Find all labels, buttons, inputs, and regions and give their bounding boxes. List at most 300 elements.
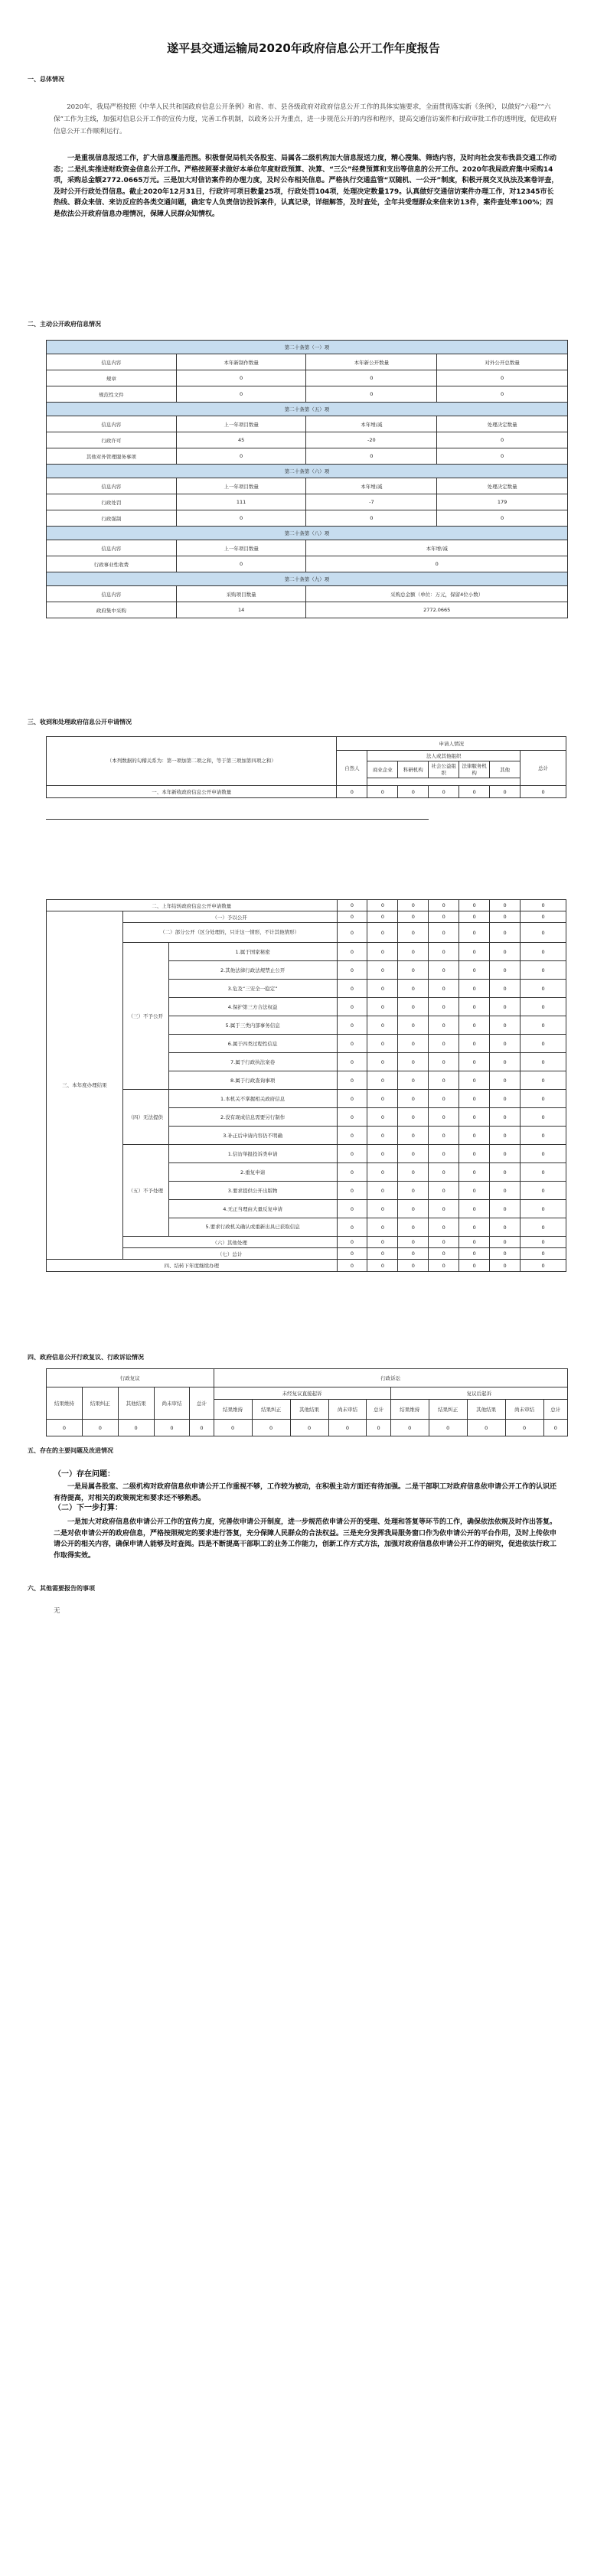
table-cell: 0 <box>521 980 566 998</box>
row-label: 5.要求行政机关确认或重新出具已获取信息 <box>168 1218 337 1237</box>
section-5-heading: 五、存在的主要问题及改进情况 <box>28 1447 113 1454</box>
table-row <box>47 1145 566 1163</box>
table-cell: 总计 <box>543 1400 567 1420</box>
table-cell: 0 <box>521 1145 566 1163</box>
table-row <box>47 527 568 540</box>
table-cell: 0 <box>459 1260 490 1272</box>
table-cell: 行政强制 <box>47 510 177 527</box>
table-cell: 本年新公开数量 <box>306 354 437 370</box>
table-cell: -7 <box>306 494 437 510</box>
row-label: （五）不予处理 <box>122 1145 168 1237</box>
table-cell: 规范性文件 <box>47 386 177 403</box>
table-row <box>47 923 566 943</box>
table-cell: 0 <box>429 1182 459 1200</box>
table-row <box>47 403 568 416</box>
table-cell: 本年增/减 <box>306 478 437 494</box>
table-cell: 0 <box>337 943 367 961</box>
table-cell: 0 <box>505 1420 543 1436</box>
table-cell: 0 <box>521 1163 566 1182</box>
table-cell: 0 <box>337 1127 367 1145</box>
table-cell: 0 <box>459 980 490 998</box>
table-cell: 0 <box>337 1218 367 1237</box>
table-cell: 0 <box>490 1248 521 1260</box>
table-cell: 0 <box>398 1218 429 1237</box>
table-cell: 0 <box>398 786 429 798</box>
table-cell: 结果维持 <box>390 1400 429 1420</box>
table-cell: 0 <box>459 998 490 1016</box>
table-cell: 0 <box>429 1237 459 1248</box>
table-cell: 0 <box>337 786 367 798</box>
table-cell: 0 <box>82 1420 118 1436</box>
row-label: 4.保护第三方合法权益 <box>168 998 337 1016</box>
table-cell: 0 <box>337 980 367 998</box>
table-cell: 0 <box>176 386 306 403</box>
table-cell: 0 <box>176 556 306 572</box>
table-cell: 0 <box>47 1420 83 1436</box>
table-cell: 信息内容 <box>47 586 177 602</box>
table-cell: 尚未审结 <box>328 1400 367 1420</box>
table-row <box>47 432 568 448</box>
table-cell: 0 <box>437 432 568 448</box>
table-cell: 0 <box>543 1420 567 1436</box>
table-row <box>47 737 566 751</box>
table-cell: 0 <box>398 1090 429 1108</box>
table-cell: 0 <box>490 1071 521 1090</box>
row-label: 8.属于行政查询事项 <box>168 1071 337 1090</box>
table-row <box>47 341 568 354</box>
table-row <box>47 1387 568 1400</box>
table-cell: 0 <box>367 1182 398 1200</box>
table-cell: 信息内容 <box>47 354 177 370</box>
table-cell: 0 <box>337 1200 367 1218</box>
table-cell: 0 <box>429 961 459 980</box>
table-row <box>47 556 568 572</box>
table-cell: 0 <box>521 1248 566 1260</box>
table-corner-note: （本列数据的勾稽关系为：第一项加第二项之和，等于第三项加第四项之和） <box>47 737 337 786</box>
table-cell: 行政诉讼 <box>214 1369 567 1387</box>
table-cell: 0 <box>437 510 568 527</box>
table-cell: 0 <box>429 1108 459 1127</box>
table-cell: 其他对外管理服务事项 <box>47 448 177 465</box>
table-cell: 0 <box>459 1218 490 1237</box>
table-cell: 0 <box>490 1237 521 1248</box>
table-cell: 0 <box>521 1260 566 1272</box>
table-cell: 第二十条第（八）项 <box>47 527 568 540</box>
table-row <box>47 586 568 602</box>
table-row <box>47 1248 566 1260</box>
section-2-heading: 二、主动公开政府信息情况 <box>28 321 101 328</box>
table-cell: 0 <box>490 1108 521 1127</box>
row-label: 3.危及“三安全一稳定” <box>168 980 337 998</box>
table-cell: 0 <box>367 1163 398 1182</box>
table-cell: 0 <box>490 1090 521 1108</box>
table-cell: 0 <box>328 1420 367 1436</box>
table-cell: 0 <box>367 1200 398 1218</box>
table-cell: 总计 <box>367 1400 390 1420</box>
row-label: 4.无正当理由大量反复申请 <box>168 1200 337 1218</box>
table-cell: 第二十条第（六）项 <box>47 465 568 478</box>
table-cell: 0 <box>521 1053 566 1071</box>
divider <box>46 819 429 820</box>
review-litigation-table <box>46 1368 568 1436</box>
table-cell: 0 <box>337 1090 367 1108</box>
table-cell: 0 <box>306 386 437 403</box>
table-cell: 0 <box>429 1071 459 1090</box>
table-cell: 0 <box>459 1035 490 1053</box>
table-row <box>47 1260 566 1272</box>
proactive-disclosure-table <box>46 340 568 618</box>
table-cell: 0 <box>459 1016 490 1035</box>
table-cell: 0 <box>337 900 367 911</box>
table-cell: 0 <box>398 1248 429 1260</box>
table-cell: 0 <box>459 786 490 798</box>
table-cell: 0 <box>176 370 306 386</box>
table-cell: 其他结果 <box>118 1387 154 1420</box>
table-cell: 0 <box>429 1035 459 1053</box>
table-row <box>47 478 568 494</box>
table-cell: 0 <box>337 961 367 980</box>
table-cell: 0 <box>367 923 398 943</box>
row-label: 2.其他法律行政法规禁止公开 <box>168 961 337 980</box>
table-cell: 0 <box>429 980 459 998</box>
table-cell: 0 <box>398 1200 429 1218</box>
table-cell: 本年新制作数量 <box>176 354 306 370</box>
table-cell: 0 <box>490 961 521 980</box>
table-cell: 0 <box>429 1127 459 1145</box>
table-row <box>47 786 566 798</box>
row-label: 二、上年结转政府信息公开申请数量 <box>47 900 338 911</box>
row-label: 2.重复申请 <box>168 1163 337 1182</box>
table-cell: 0 <box>429 1420 467 1436</box>
table-cell: 0 <box>306 370 437 386</box>
table-cell: 第二十条第（一）项 <box>47 341 568 354</box>
table-cell: 第二十条第（五）项 <box>47 403 568 416</box>
row-label: （六）其他处理 <box>122 1237 337 1248</box>
table-cell: 0 <box>337 1071 367 1090</box>
table-row <box>47 448 568 465</box>
table-cell: 0 <box>429 943 459 961</box>
table-cell: 0 <box>521 1182 566 1200</box>
plans-paragraph: 一是加大对政府信息依申请公开工作的宣传力度，完善依申请公开制度，进一步规范依申请公开的受理、处理和答复等环节的工作，确保依法依规及时作出答复。二是对依申请公开的政府信息，严格按照规定的要求进行答复，充分保障人民群众的合法权益。三是充分发挥我局服务窗口作为依申请公开的平台作用，及时上传依申请公开的相关内容，确保申请人能够及时查阅。四是不断提高干部职工的业务工作能力，创新工作方式方法，加强对政府信息依申请公开工作的研究，促进依法行政工作取得实效。 <box>54 1518 557 1560</box>
table-row <box>47 1420 568 1436</box>
table-cell: 一、本年新收政府信息公开申请数量 <box>47 786 337 798</box>
table-row <box>47 1237 566 1248</box>
table-cell: 0 <box>398 961 429 980</box>
row-label: 四、结转下年度继续办理 <box>47 1260 338 1272</box>
other-matters-text: 无 <box>54 1607 60 1615</box>
table-cell: 0 <box>290 1420 328 1436</box>
application-table-results <box>46 899 566 1272</box>
table-cell: 法律服务机构 <box>459 761 490 778</box>
row-label: 6.属于四类过程性信息 <box>168 1035 337 1053</box>
application-table-header <box>46 736 566 798</box>
section-1-paragraph-2: 一是重视信息报送工作，扩大信息覆盖范围。积极督促局机关各股室、局属各二级机构加大信息报送力度，精心搜集、筛选内容，及时向社会发布我县交通工作动态；二是扎实推进财政资金信息公开工作。严格按照要求做好本单位年度财政预算、决算、“三公”经费预算和支出等信息的公开工作。2020年我局政府集中采购14项，采购总金额2772.0665万元。三是加大对信访案件的办理力度，及时公布相关信息。严格执行交通监管“双随机、一公开”制度，积极开展交叉执法及案卷评查，及时公开行政处罚信息。截止2020年12月31日，行政许可项目数量25项，行政处罚104项，处理决定数量179。认真做好交通信访案件办理工作，对12345市长热线、群众来信、来访反应的各类交通问题，确定专人负责信访投诉案件，认真记录，详细解答，及时查处，全年共受理群众来信来访13件，案件查处率100%；四是依法公开政府信息办理情况，保障人民群众知情权。 <box>54 155 559 218</box>
table-cell: 0 <box>337 1260 367 1272</box>
table-row <box>47 354 568 370</box>
table-cell: 0 <box>367 980 398 998</box>
table-cell: 0 <box>429 923 459 943</box>
table-cell: 0 <box>429 1163 459 1182</box>
table-cell: 0 <box>459 1182 490 1200</box>
table-cell: 科研机构 <box>398 761 429 778</box>
table-cell: 0 <box>367 961 398 980</box>
table-cell: 本年增/减 <box>306 540 568 556</box>
table-cell: 0 <box>398 923 429 943</box>
table-cell: 0 <box>367 1260 398 1272</box>
table-cell: 0 <box>490 1127 521 1145</box>
row-label: 1.属于国家秘密 <box>168 943 337 961</box>
table-cell: 0 <box>176 510 306 527</box>
table-cell: 0 <box>429 1053 459 1071</box>
table-cell: 0 <box>367 1420 390 1436</box>
table-cell: 0 <box>367 1145 398 1163</box>
table-cell: 处理决定数量 <box>437 478 568 494</box>
table-cell: 0 <box>490 980 521 998</box>
table-cell: 复议后起诉 <box>390 1387 567 1400</box>
table-cell: 0 <box>398 900 429 911</box>
table-cell: 0 <box>459 1053 490 1071</box>
table-row <box>47 465 568 478</box>
table-cell: 0 <box>429 1248 459 1260</box>
table-cell: 0 <box>429 1090 459 1108</box>
table-cell: 0 <box>118 1420 154 1436</box>
table-cell: 0 <box>398 1035 429 1053</box>
table-cell: 0 <box>459 1237 490 1248</box>
row-label: （一）予以公开 <box>122 911 337 923</box>
table-cell: 0 <box>521 1090 566 1108</box>
table-cell: 总计 <box>190 1387 214 1420</box>
table-cell: 0 <box>459 1108 490 1127</box>
row-label: 3.补正后申请内容仍不明确 <box>168 1127 337 1145</box>
table-cell: 111 <box>176 494 306 510</box>
table-cell: 0 <box>429 911 459 923</box>
table-cell: 0 <box>459 1090 490 1108</box>
row-label: （二）部分公开（区分处理的，只计这一情形，不计其他情形） <box>122 923 337 943</box>
table-cell: 0 <box>398 980 429 998</box>
row-label: （七）总计 <box>122 1248 337 1260</box>
table-cell: 行政处罚 <box>47 494 177 510</box>
table-cell: 尚未审结 <box>505 1400 543 1420</box>
table-cell: 0 <box>521 1237 566 1248</box>
table-cell: 0 <box>490 1145 521 1163</box>
row-label: （四）无法提供 <box>122 1090 168 1145</box>
table-cell: 上一年项目数量 <box>176 540 306 556</box>
table-cell: 0 <box>367 998 398 1016</box>
table-cell: 0 <box>521 1035 566 1053</box>
table-row <box>47 602 568 618</box>
table-row <box>47 572 568 586</box>
table-cell: 0 <box>429 1260 459 1272</box>
table-cell: 0 <box>490 1218 521 1237</box>
table-cell: 采购总金额（单位：万元，保留4位小数） <box>306 586 568 602</box>
table-cell: 自然人 <box>337 751 367 786</box>
table-cell: 0 <box>459 1071 490 1090</box>
table-cell: 0 <box>490 786 521 798</box>
table-cell: 0 <box>521 1108 566 1127</box>
table-cell: 0 <box>367 1071 398 1090</box>
table-cell: 0 <box>521 786 566 798</box>
table-cell: 0 <box>398 1145 429 1163</box>
table-cell: 结果维持 <box>47 1387 83 1420</box>
table-cell: 0 <box>337 1248 367 1260</box>
table-cell: 0 <box>367 943 398 961</box>
table-cell: 0 <box>521 943 566 961</box>
table-cell: 采购项目数量 <box>176 586 306 602</box>
table-cell: 0 <box>459 1145 490 1163</box>
table-cell: 信息内容 <box>47 540 177 556</box>
table-cell: 0 <box>459 961 490 980</box>
row-label: 2.没有现成信息需要另行制作 <box>168 1108 337 1127</box>
table-cell: 0 <box>521 923 566 943</box>
row-label: 1.本机关不掌握相关政府信息 <box>168 1090 337 1108</box>
table-cell: 结果纠正 <box>82 1387 118 1420</box>
table-cell: 0 <box>367 1108 398 1127</box>
table-cell: 0 <box>367 1090 398 1108</box>
table-row <box>47 911 566 923</box>
table-row <box>47 510 568 527</box>
table-cell: 0 <box>459 1163 490 1182</box>
table-cell: 信息内容 <box>47 416 177 432</box>
table-cell: 0 <box>490 900 521 911</box>
table-cell: 0 <box>306 448 437 465</box>
table-cell: 上一年项目数量 <box>176 416 306 432</box>
section-1-paragraph-1: 2020年，我局严格按照《中华人民共和国政府信息公开条例》和省、市、县各级政府对政府信息公开工作的具体实施要求，全面贯彻落实新《条例》，以做好“六稳”“六保”工作为主线，加强对信息公开工作的宣传力度，完善工作机制，以政务公开为重点，进一步规范公开的内容和程序，提高交通信访案件和行政审批工作的透明度，促进政府信息公开工作顺利运行。 <box>54 103 557 135</box>
section-1-heading: 一、总体情况 <box>28 76 64 83</box>
table-cell: 本年增/减 <box>306 416 437 432</box>
table-cell: 0 <box>437 370 568 386</box>
table-cell: 0 <box>521 900 566 911</box>
problems-paragraph: 一是局属各股室、二级机构对政府信息依申请公开工作重视不够，工作较为被动，在积极主动方面还有待加强。二是干部职工对政府信息依申请公开工作的认识还有待提高，对相关的政策规定和要求还不够熟悉。 <box>54 1483 557 1502</box>
table-cell: 0 <box>429 1016 459 1035</box>
plans-heading: （二）下一步打算： <box>54 1504 122 1512</box>
table-cell: 0 <box>459 911 490 923</box>
table-cell: 0 <box>390 1420 429 1436</box>
section-6-heading: 六、其他需要报告的事项 <box>28 1585 95 1592</box>
table-cell: 0 <box>398 1053 429 1071</box>
table-cell: 0 <box>521 1127 566 1145</box>
table-cell: 0 <box>398 943 429 961</box>
table-cell: 0 <box>398 1237 429 1248</box>
table-cell: 0 <box>459 1200 490 1218</box>
table-cell: 0 <box>459 1127 490 1145</box>
table-cell: 其他结果 <box>290 1400 328 1420</box>
table-cell: 2772.0665 <box>306 602 568 618</box>
section-3-heading: 三、收到和处理政府信息公开申请情况 <box>28 719 132 726</box>
table-cell: 0 <box>429 900 459 911</box>
row-label: 7.属于行政执法案卷 <box>168 1053 337 1071</box>
table-cell: 0 <box>367 1218 398 1237</box>
table-cell: 0 <box>490 943 521 961</box>
table-row <box>47 494 568 510</box>
table-cell: 45 <box>176 432 306 448</box>
table-cell: 其他 <box>490 761 521 778</box>
table-cell: 0 <box>490 1035 521 1053</box>
table-cell: 0 <box>459 1248 490 1260</box>
table-cell: 0 <box>306 556 568 572</box>
table-cell: 0 <box>490 1016 521 1035</box>
table-cell: 179 <box>437 494 568 510</box>
table-cell: 0 <box>490 911 521 923</box>
table-cell: 0 <box>490 1200 521 1218</box>
section-4-heading: 四、政府信息公开行政复议、行政诉讼情况 <box>28 1354 144 1361</box>
table-cell: 0 <box>521 961 566 980</box>
table-cell: 0 <box>490 1182 521 1200</box>
table-row <box>47 370 568 386</box>
table-row <box>47 386 568 403</box>
row-label: 5.属于三类内部事务信息 <box>168 1016 337 1035</box>
table-cell: 行政复议 <box>47 1369 214 1387</box>
table-cell: 14 <box>176 602 306 618</box>
table-cell: 0 <box>337 1035 367 1053</box>
row-label: （三）不予公开 <box>122 943 168 1090</box>
table-cell: 信息内容 <box>47 478 177 494</box>
table-cell: 0 <box>367 786 398 798</box>
table-cell: 0 <box>398 1260 429 1272</box>
table-cell: 0 <box>367 1237 398 1248</box>
problems-heading: （一）存在问题： <box>54 1470 115 1479</box>
table-cell: 处理决定数量 <box>437 416 568 432</box>
table-cell: 法人或其他组织 <box>367 751 521 761</box>
table-cell: 社会公益组织 <box>429 761 459 778</box>
table-cell <box>367 778 521 786</box>
table-cell: 0 <box>337 923 367 943</box>
table-cell: 0 <box>367 1127 398 1145</box>
table-cell: 结果纠正 <box>429 1400 467 1420</box>
table-cell: 其他结果 <box>467 1400 505 1420</box>
table-cell: 结果维持 <box>214 1400 252 1420</box>
table-cell: 行政事业性收费 <box>47 556 177 572</box>
table-cell: 0 <box>429 1200 459 1218</box>
table-cell: 0 <box>367 1248 398 1260</box>
table-row <box>47 540 568 556</box>
table-cell: 0 <box>521 911 566 923</box>
table-cell: 0 <box>398 998 429 1016</box>
table-cell: 0 <box>176 448 306 465</box>
table-cell: 结果纠正 <box>252 1400 290 1420</box>
table-cell: 0 <box>337 1163 367 1182</box>
table-cell: 0 <box>398 1182 429 1200</box>
table-cell: 0 <box>467 1420 505 1436</box>
table-cell: 0 <box>429 998 459 1016</box>
table-cell: 0 <box>154 1420 190 1436</box>
table-cell: 总计 <box>521 751 566 786</box>
table-row <box>47 900 566 911</box>
table-cell: 尚未审结 <box>154 1387 190 1420</box>
table-cell: 0 <box>367 900 398 911</box>
table-cell: 申请人情况 <box>337 737 566 751</box>
table-cell: 0 <box>490 1053 521 1071</box>
table-cell: 0 <box>490 1260 521 1272</box>
table-cell: 0 <box>367 911 398 923</box>
table-row <box>47 943 566 961</box>
table-cell: 0 <box>398 1108 429 1127</box>
table-cell: 0 <box>337 1182 367 1200</box>
table-row <box>47 416 568 432</box>
table-cell: 0 <box>398 1016 429 1035</box>
table-cell: 0 <box>306 510 437 527</box>
table-cell: 0 <box>337 1145 367 1163</box>
table-cell: 0 <box>437 386 568 403</box>
table-cell: 0 <box>367 1035 398 1053</box>
table-cell: 对外公开总数量 <box>437 354 568 370</box>
table-cell: 0 <box>367 1053 398 1071</box>
table-cell: 行政许可 <box>47 432 177 448</box>
table-cell: 0 <box>190 1420 214 1436</box>
table-cell: 0 <box>521 1016 566 1035</box>
table-cell: 0 <box>214 1420 252 1436</box>
table-cell: 0 <box>521 1218 566 1237</box>
row-group-label: 三、本年度办理结果 <box>47 911 123 1260</box>
